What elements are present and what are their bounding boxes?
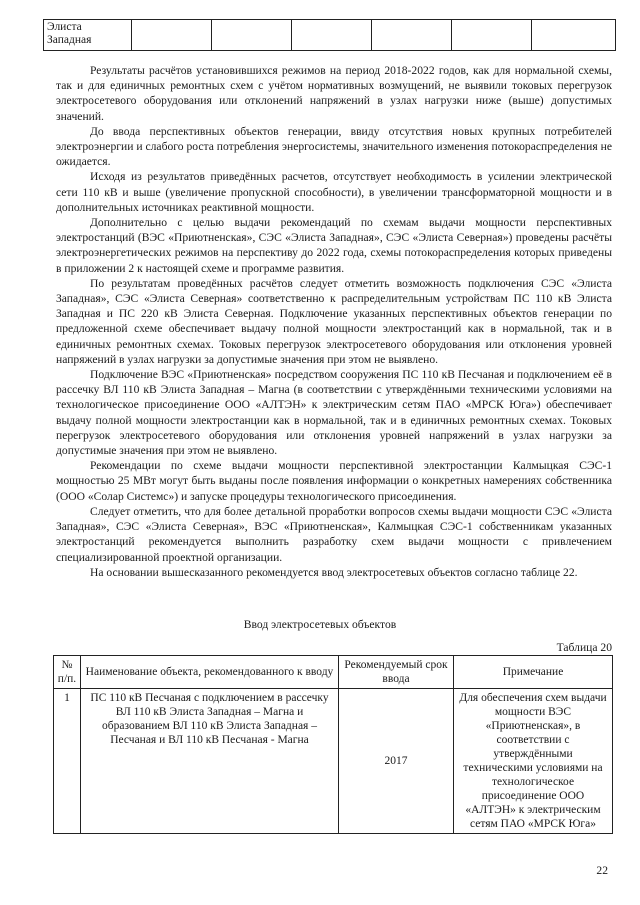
paragraph: До ввода перспективных объектов генерации, ввиду отсутствия новых крупных потребителей электроэнергии и слабого роста потребления энергосистемы, значительного изменения потокораспределения не ожидается. [56, 124, 612, 169]
paragraph: Следует отметить, что для более детальной проработки вопросов схемы выдачи мощности СЭС «Элиста Западная», СЭС «Элиста Северная», ВЭС «Приютненская», Калмыцкая СЭС-1 собственникам указанных электростанций рекомендуется выполнить разработку схем выдачи мощности с привлечением специализированной проектной организации. [56, 504, 612, 564]
header-note: Примечание [454, 656, 613, 689]
row-name: ПС 110 кВ Песчаная с подключением в рассечку ВЛ 110 кВ Элиста Западная – Магна и образованием ВЛ 110 кВ Элиста Западная – Песчаная и ВЛ 110 кВ Песчаная - Магна [81, 689, 339, 834]
page-number: 22 [596, 864, 608, 877]
paragraph: Результаты расчётов установившихся режимов на период 2018-2022 годов, как для нормальной схемы, так и для единичных ремонтных схем с учётом нормативных возмущений, не выявили токовых перегрузок электросетевого оборудования или отклонений напряжений в узлах нагрузки ниже (выше) допустимых значений. [56, 64, 612, 123]
table-cell [212, 20, 292, 51]
paragraph: Исходя из результатов приведённых расчетов, отсутствует необходимость в усилении электрической сети 110 кВ и выше (увеличение пропускной способности), в увеличении трансформаторной мощности и в дополнительных источниках реактивной мощности. [56, 170, 612, 214]
paragraph: Рекомендации по схеме выдачи мощности перспективной электростанции Калмыцкая СЭС-1 мощностью 25 МВт могут быть выданы после появления информации о конкретных намерениях собственника (ООО «Солар Системс») и запуске процедуры технологического присоединения. [56, 459, 612, 503]
row-num: 1 [54, 689, 81, 834]
header-name: Наименование объекта, рекомендованного к вводу [81, 656, 339, 689]
cell-text: Западная [47, 34, 92, 46]
paragraph: Дополнительно с целью выдачи рекомендаций по схемам выдачи мощности перспективных электростанций (ВЭС «Приютненская», СЭС «Элиста Западная», СЭС «Элиста Северная») проведены расчёты электроэнергетических режимов на перспективу до 2022 года, схемы потокораспределения которых приведены в приложении 2 к настоящей схеме и программе развития. [56, 216, 612, 275]
table-row [44, 20, 616, 51]
table-number: Таблица 20 [556, 641, 612, 654]
table-header-row [54, 656, 613, 689]
objects-table [53, 655, 613, 834]
row-date: 2017 [339, 689, 454, 834]
table-caption: Ввод электросетевых объектов [243, 618, 397, 631]
body-text [56, 63, 612, 580]
table-cell [132, 20, 212, 51]
table-cell [532, 20, 616, 51]
continued-table [43, 19, 616, 51]
table-cell [372, 20, 452, 51]
table-cell [44, 20, 132, 51]
paragraph: По результатам проведённых расчётов следует отметить возможность подключения СЭС «Элиста Западная», СЭС «Элиста Северная» соответственно к распределительным устройствам ПС 110 кВ Элиста Западная и ПС 220 кВ Элиста Северная. Подключение указанных перспективных объектов генерации по предложенной схеме обеспечивает выдачу полной мощности электростанций как в нормальной, так и в единичных ремонтных схемах. Токовых перегрузок электросетевого оборудования или отклонения уровней напряжений в узлах нагрузки за допустимые значения при этом не выявлено. [56, 276, 612, 366]
header-date: Рекомендуемый срок ввода [339, 656, 454, 689]
paragraph: Подключение ВЭС «Приютненская» посредством сооружения ПС 110 кВ Песчаная и подключением её в рассечку ВЛ 110 кВ Элиста Западная – Магна (в соответствии с утверждёнными техническими условиями на технологическое присоединение ООО «АЛТЭН» к электрическим сетям ПАО «МРСК Юга») обеспечивает выдачу полной мощности электростанции как в нормальной, так и в единичных ремонтных схемах. Токовых перегрузок электросетевого оборудования или отклонения уровней напряжений в узлах нагрузки за допустимые значения при этом не выявлено. [56, 368, 612, 458]
paragraph: На основании вышесказанного рекомендуется ввод электросетевых объектов согласно таблице 22. [90, 565, 578, 579]
row-note: Для обеспечения схем выдачи мощности ВЭС «Приютненская», в соответствии с утверждёнными техническими условиями на технологическое присоединение ООО «АЛТЭН» к электрическим сетям ПАО «МРСК Юга» [454, 689, 613, 834]
cell-text: Элиста [47, 21, 82, 33]
table-row [54, 689, 613, 834]
header-num: № п/п. [54, 656, 81, 689]
table-cell [292, 20, 372, 51]
table-cell [452, 20, 532, 51]
